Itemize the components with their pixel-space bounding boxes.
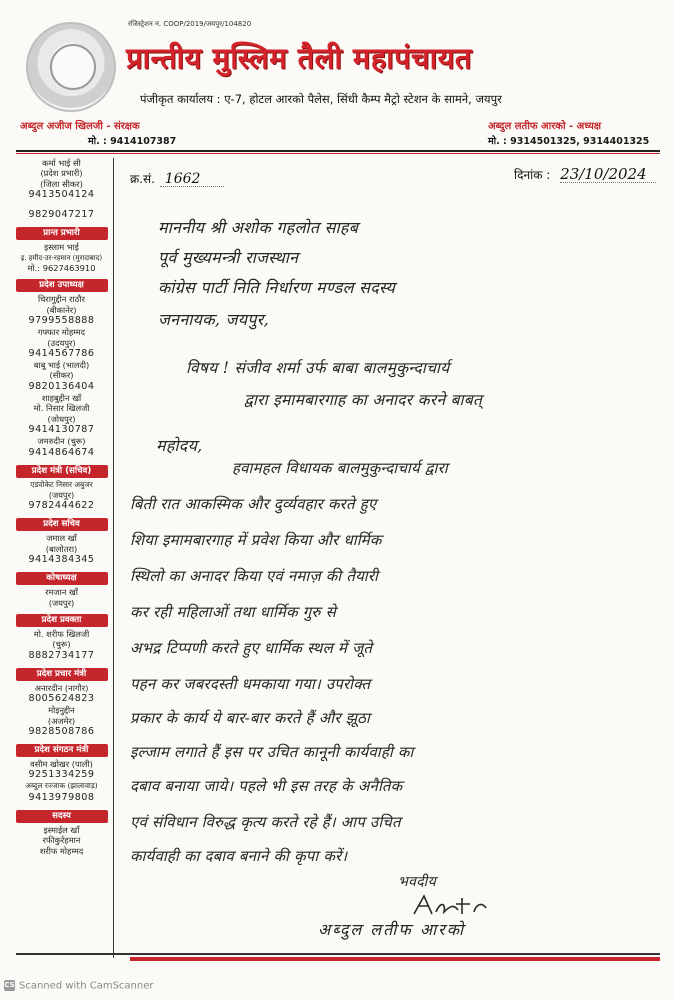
serial-dotted-line	[160, 186, 224, 187]
sidebar-phone: 9799558888	[28, 315, 95, 327]
sidebar-text: अब्दुल रज्जाक (झालावाड़)	[25, 781, 98, 791]
organization-logo-icon	[26, 22, 116, 112]
sidebar-phone: 9820136404	[28, 380, 95, 392]
recipient-line: पूर्व मुख्यमन्त्री राजस्थान	[158, 248, 299, 267]
sidebar-phone: 9414864674	[28, 446, 95, 458]
office-address: पंजीकृत कार्यालय : ए-7, होटल आरको पैलेस, सिंधी कैम्प मैट्रो स्टेशन के सामने, जयपुर	[140, 92, 502, 106]
sidebar-phone: 9414384345	[28, 554, 95, 566]
sidebar-phone: 9829047217	[28, 209, 95, 221]
sidebar-text: जमाल खाँ	[46, 533, 77, 544]
sidebar-section-heading: प्रदेश सचिव	[16, 518, 108, 531]
letter-date	[514, 165, 647, 183]
president-mobile: मो. : 9314501325, 9314401325	[488, 136, 650, 147]
sidebar-text: मोइनुद्दीन	[48, 705, 75, 716]
sidebar-text: इ. हमीद-उर-रहमान (मुरादाबाद)	[20, 253, 103, 262]
patron-label: अब्दुल अजीज खिलजी - संरक्षक	[20, 121, 140, 132]
sidebar-text: (बीकानेर)	[46, 304, 77, 315]
sidebar-text: शाहबुद्दीन खाँ	[41, 392, 82, 403]
registration-number: रजिस्ट्रेशन न. COOP/2019/जयपुर/104820	[128, 20, 252, 28]
sidebar-text: बाबू भाई (भालदी)	[33, 360, 90, 371]
sidebar-text: चिरागुद्दीन राठौर	[38, 294, 85, 305]
body-line: कर रही महिलाओं तथा धार्मिक गुरु से	[130, 603, 336, 621]
patron-mobile: मो. : 9414107387	[88, 136, 177, 147]
date-label: दिनांक :	[514, 168, 551, 182]
sidebar-text: रमजान खाँ	[45, 587, 78, 598]
sidebar-text: इस्माईल खाँ	[43, 824, 80, 835]
sidebar-text: गफ्फार मोहम्मद	[37, 327, 86, 338]
sidebar-text: अनारदीन (नागौर)	[34, 682, 89, 693]
sidebar-phone: 9828508786	[28, 725, 95, 737]
serial-label: क्र.सं.	[130, 172, 155, 186]
sidebar-phone: 8882734177	[28, 649, 95, 661]
body-line: स्थिलो का अनादर किया एवं नमाज़ की तैयारी	[130, 567, 379, 585]
body-line: इल्जाम लगाते हैं इस पर उचित कानूनी कार्यवाही का	[130, 743, 414, 761]
date-dotted-line	[560, 182, 656, 183]
president-label: अब्दुल लतीफ आरको - अध्यक्ष	[488, 121, 602, 132]
body-line: पहन कर जबरदस्ती धमकाया गया। उपरोक्त	[130, 675, 371, 693]
body-line: दबाव बनाया जाये। पहले भी इस तरह के अनैतिक	[130, 777, 403, 795]
subject-line: द्वारा इमामबारगाह का अनादर करने बाबत्	[244, 391, 483, 409]
sidebar-text: (जोधपुर)	[47, 413, 76, 424]
sidebar-text: (जयपुर)	[48, 489, 75, 500]
sidebar-text: मो. शरीफ खिलजी	[33, 628, 90, 639]
sidebar-section-heading: प्रदेश मंत्री (सचिव)	[16, 465, 108, 478]
sidebar-section-heading: सदस्य	[16, 810, 108, 823]
sidebar-phone: 9413979808	[28, 791, 95, 803]
body-line: प्रकार के कार्य ये बार-बार करते हैं और झूठा	[130, 709, 370, 727]
sidebar-section-heading: प्रान्त प्रभारी	[16, 227, 108, 240]
subject-line: विषय ! संजीव शर्मा उर्फ बाबा बालमुकुन्दाचार्य	[186, 359, 450, 377]
sidebar-phone: मो.: 9627463910	[27, 263, 96, 274]
sidebar-phone: 9414567786	[28, 348, 95, 360]
sidebar-section-heading: कोषाध्यक्ष	[16, 572, 108, 585]
camscanner-icon: CS	[4, 981, 15, 989]
sidebar-text: (अजमेर)	[47, 715, 76, 726]
scanner-watermark	[4, 980, 154, 992]
sidebar-text: कर्मा भाई सी	[42, 158, 81, 168]
salutation: महोदय,	[156, 436, 203, 455]
date-value: 23/10/2024	[560, 165, 647, 183]
sidebar-section-heading: प्रदेश प्रचार मंत्री	[16, 668, 108, 681]
sidebar-text: (सीकर)	[49, 370, 74, 381]
sidebar-section-heading: प्रदेश उपाध्यक्ष	[16, 279, 108, 292]
member-sidebar	[10, 158, 114, 958]
serial-value: 1662	[164, 171, 201, 187]
sidebar-text: एडवोकेट निसार अबुजर	[30, 479, 93, 489]
closing: भवदीय	[398, 874, 437, 890]
body-line: हवामहल विधायक बालमुकुन्दाचार्य द्वारा	[232, 459, 448, 477]
sidebar-text: शरीफ मोहम्मद	[39, 845, 84, 856]
handwritten-signature-icon	[410, 892, 490, 920]
sidebar-phone: 8005624823	[28, 693, 95, 705]
logo-emblem-icon	[50, 44, 96, 90]
sidebar-text: जमरुदीन (चुरू)	[37, 436, 86, 447]
serial-number	[130, 170, 200, 187]
header-divider-red	[16, 153, 660, 154]
body-line: एवं संविधान विरुद्ध कृत्य करते रहे हैं। आप उचित	[130, 813, 401, 831]
sidebar-text: वसीम खोखर (पाली)	[30, 758, 93, 769]
sidebar-section-heading: प्रदेश प्रवक्ता	[16, 614, 108, 627]
recipient-line: माननीय श्री अशोक गहलोत साहब	[158, 218, 359, 237]
sidebar-phone: 9413504124	[28, 189, 95, 201]
sidebar-text: इस्लाम भाई	[44, 242, 79, 253]
sidebar-text: (बालोतरा)	[45, 543, 78, 554]
sidebar-text: (प्रदेश प्रभारी)	[40, 168, 83, 179]
sidebar-text: मो. निसार खिलजी	[33, 403, 90, 414]
signatory-name: अब्दुल लतीफ आरको	[318, 920, 466, 939]
body-line: कार्यवाही का दबाव बनाने की कृपा करें।	[130, 847, 348, 865]
sidebar-text: (जिला सीकर)	[40, 178, 83, 189]
footer-red-bar	[130, 957, 660, 961]
footer-divider	[16, 953, 660, 955]
sidebar-section-heading: प्रदेश संगठन मंत्री	[16, 744, 108, 757]
header-divider	[16, 150, 660, 152]
scanner-text: Scanned with CamScanner	[19, 980, 154, 992]
organization-name: प्रान्तीय मुस्लिम तैली महापंचायत	[126, 41, 472, 75]
sidebar-phone: 9251334259	[28, 769, 95, 781]
recipient-line: जननायक, जयपुर,	[158, 310, 269, 329]
body-line: अभद्र टिप्पणी करते हुए धार्मिक स्थल में जूते	[130, 639, 373, 657]
sidebar-text: रफीकुर्रहमान	[42, 835, 81, 846]
sidebar-text: (जयपुर)	[48, 597, 75, 608]
sidebar-text: (चुरू)	[52, 639, 71, 650]
body-line: शिया इमामबारगाह में प्रवेश किया और धार्मिक	[130, 531, 382, 549]
recipient-line: कांग्रेस पार्टी निति निर्धारण मण्डल सदस्य	[158, 278, 396, 297]
body-line: बिती रात आकस्मिक और दुर्व्यवहार करते हुए	[130, 495, 377, 513]
sidebar-phone: 9782444622	[28, 500, 95, 512]
sidebar-phone: 9414130787	[28, 424, 95, 436]
sidebar-text: (उदयपुर)	[47, 337, 76, 348]
